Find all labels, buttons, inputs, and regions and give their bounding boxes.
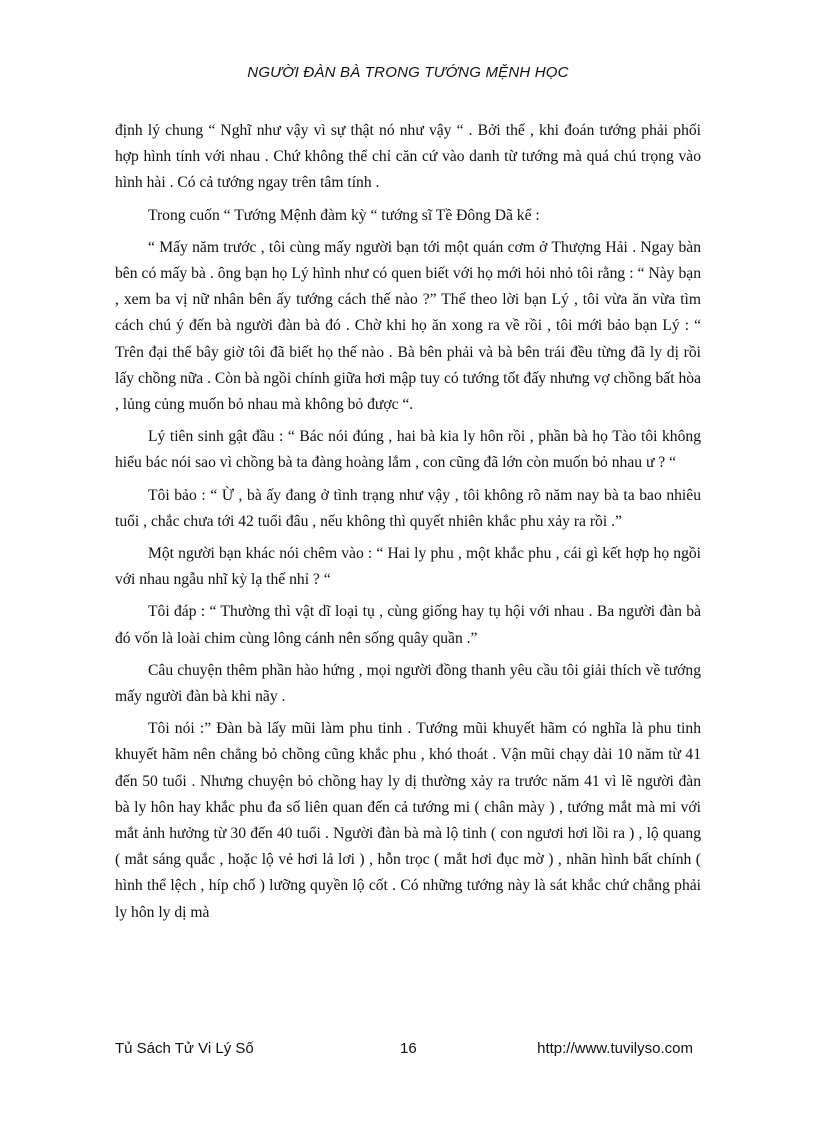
paragraph: Một người bạn khác nói chêm vào : “ Hai ly phu , một khắc phu , cái gì kết hợp họ ngồi với nhau ngẫu nhĩ kỳ lạ thế nhỉ ? “ [115, 545, 701, 589]
body-text [115, 118, 701, 932]
running-header: NGƯỜI ĐÀN BÀ TRONG TƯỚNG MỆNH HỌC [247, 64, 569, 81]
paragraph: Tôi bảo : “ Ừ , bà ấy đang ở tình trạng như vậy , tôi không rõ năm nay bà ta bao nhiêu tuổi , chắc chưa tới 42 tuổi đâu , nếu không thì quyết nhiên khắc phu xảy ra rồi .” [115, 486, 701, 530]
footer-publisher: Tủ Sách Tử Vi Lý Số [115, 1040, 254, 1057]
paragraph: Trong cuốn “ Tướng Mệnh đàm kỳ “ tướng sĩ Tề Đông Dã kể : [148, 206, 540, 224]
page-footer [115, 1040, 693, 1060]
page-number: 16 [400, 1040, 417, 1057]
paragraph: Câu chuyện thêm phần hào hứng , mọi người đồng thanh yêu cầu tôi giải thích về tướng mấy người đàn bà khi nãy . [115, 661, 701, 706]
paragraph: Tôi nói :” Đàn bà lấy mũi làm phu tinh . Tướng mũi khuyết hãm có nghĩa là phu tinh khuyết hãm nên chẳng bỏ chồng cũng khắc phu , khó thoát . Vận mũi chạy dài 10 năm từ 41 đến 50 tuổi . Nhưng chuyện bỏ chồng hay ly dị thường xảy ra trước năm 41 vì lẽ người đàn bà ly hôn hay khắc phu đa số liên quan đến cả tướng mi ( chân mày ) , tướng mắt mà mi với mắt ảnh hưởng từ 30 đến 40 tuổi . Người đàn bà mà lộ tinh ( con ngươi hơi lồi ra ) , lộ quang ( mắt sáng quắc , hoặc lộ vẻ hơi lả lơi ) , hỗn trọc ( mắt hơi đục mờ ) , nhãn hình bất chính ( hình thể lệch , híp chố ) lưỡng quyền lộ cốt . Có những tướng này là sát khắc chứ chẳng phải ly hôn ly dị mà [115, 720, 701, 921]
paragraph: Lý tiên sinh gật đầu : “ Bác nói đúng , hai bà kia ly hôn rồi , phần bà họ Tào tôi không hiểu bác nói sao vì chồng bà ta đàng hoàng lắm , con cũng đã lớn còn muốn bỏ nhau ư ? “ [115, 428, 701, 472]
paragraph: Tôi đáp : “ Thường thì vật dĩ loại tụ , cùng giống hay tụ hội với nhau . Ba người đàn bà đó vốn là loài chim cùng lông cánh nên sống quây quần .” [115, 603, 701, 647]
footer-url[interactable]: http://www.tuvilyso.com [537, 1040, 693, 1057]
paragraph: định lý chung “ Nghĩ như vậy vì sự thật nó như vậy “ . Bởi thế , khi đoán tướng phải phối hợp hình tính với nhau . Chứ không thể chỉ căn cứ vào danh từ tướng mà quá chú trọng vào hình hài . Có cả tướng ngay trên tâm tính . [115, 122, 701, 192]
paragraph: “ Mấy năm trước , tôi cùng mấy người bạn tới một quán cơm ở Thượng Hải . Ngay bàn bên có mấy bà . ông bạn họ Lý hình như có quen biết với họ mới hỏi nhỏ tôi rằng : “ Này bạn , xem ba vị nữ nhân bên ấy tướng cách thế nào ?” Thế theo lời bạn Lý , tôi vừa ăn vừa tìm cách chú ý đến bà người đàn bà đó . Chờ khi họ ăn xong ra về rồi , tôi mới bảo bạn Lý : “ Trên đại thể bây giờ tôi đã biết họ thế nào . Bà bên phải và bà bên trái đều từng đã ly dị rồi lấy chồng nữa . Còn bà ngồi chính giữa hơi mập tuy có tướng tốt đấy nhưng vợ chồng bất hòa , lủng củng muốn bỏ nhau mà không bỏ được “. [115, 238, 701, 414]
